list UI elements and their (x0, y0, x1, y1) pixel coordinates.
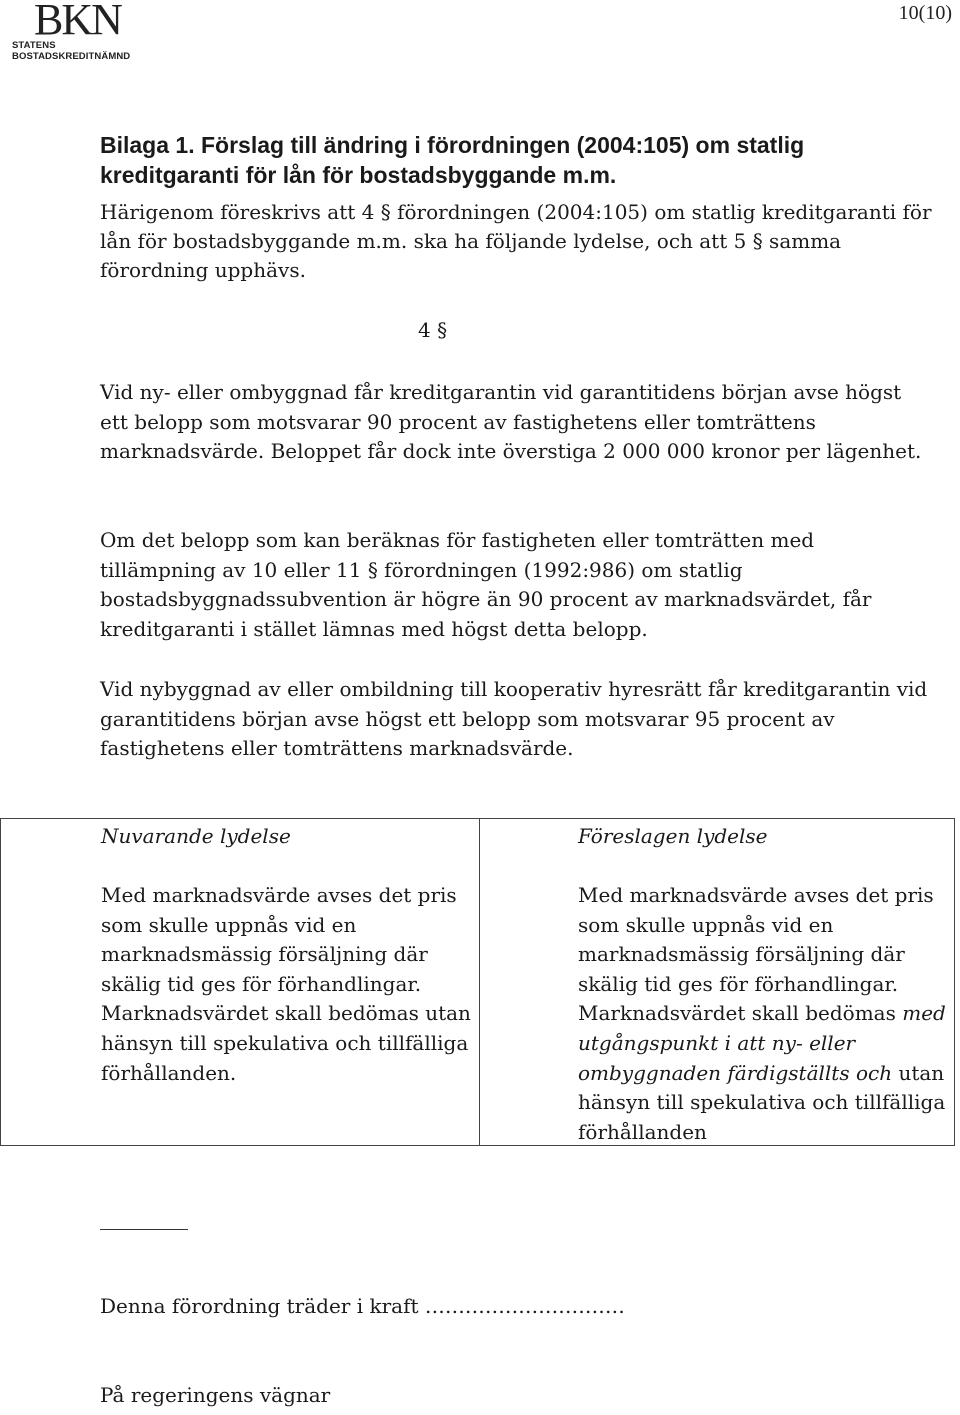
proposed-text-after: utan hänsyn till spekulativa och tillfälliga förhållanden (578, 1060, 946, 1144)
current-wording-heading: Nuvarande lydelse (101, 824, 291, 848)
proposed-text-emphasis: med utgångspunkt i att ny- eller ombyggnaden färdigställts och (578, 1001, 946, 1085)
separator-rule (100, 1229, 188, 1230)
intro-paragraph: Härigenom föreskrivs att 4 § förordningen (2004:105) om statlig kreditgaranti för lån för bostadsbyggande m.m. ska ha följande lydelse, och att 5 § samma förordning upphävs. (100, 200, 932, 282)
current-wording-text: Med marknadsvärde avses det pris som skulle uppnås vid en marknadsmässig försäljning där skälig tid ges för förhandlingar. Marknadsvärdet skall bedömas utan hänsyn till spekulativa och tillfälliga förhållanden. (101, 883, 471, 1085)
paragraph-1: Vid ny- eller ombyggnad får kreditgarantin vid garantitidens början avse högst ett belopp som motsvarar 90 procent av fastighetens eller tomträttens marknadsvärde. Beloppet får dock inte överstiga 2 000 000 kronor per lägenhet. (100, 380, 922, 463)
proposed-text-before: Med marknadsvärde avses det pris som skulle uppnås vid en marknadsmässig försäljning där skälig tid ges för förhandlingar. Marknadsvärdet skall bedömas (578, 883, 934, 1026)
proposed-wording-column (578, 821, 948, 1147)
column-divider (479, 819, 480, 1145)
section-heading: 4 § (418, 318, 448, 342)
proposed-wording-heading: Föreslagen lydelse (578, 824, 768, 848)
agency-logo (8, 0, 168, 62)
document-title: Bilaga 1. Förslag till ändring i förordningen (2004:105) om statlig kreditgaranti för lån för bostadsbyggande m.m. (100, 132, 805, 188)
effective-date-line: Denna förordning träder i kraft ………………………… (100, 1294, 625, 1318)
page-number: 10(10) (898, 2, 952, 24)
paragraph-2: Om det belopp som kan beräknas för fastigheten eller tomträtten med tillämpning av 10 eller 11 § förordningen (1992:986) om statlig bostadsbyggnadssubvention är högre än 90 procent av marknadsvärdet, får kreditgaranti i stället lämnas med högst detta belopp. (100, 528, 872, 641)
logo-letters: BKN (34, 0, 121, 44)
signature-line: På regeringens vägnar (100, 1383, 331, 1407)
proposed-wording-text (578, 881, 948, 1147)
paragraph-3: Vid nybyggnad av eller ombildning till kooperativ hyresrätt får kreditgarantin vid garantitidens början avse högst ett belopp som motsvarar 95 procent av fastighetens eller tomträttens marknadsvärde. (100, 677, 928, 760)
logo-agency-name (12, 40, 168, 62)
current-wording-column (101, 821, 471, 1088)
logo-agency-name-text: STATENS BOSTADSKREDITNÄMND (12, 40, 131, 62)
comparison-table (0, 818, 955, 1146)
